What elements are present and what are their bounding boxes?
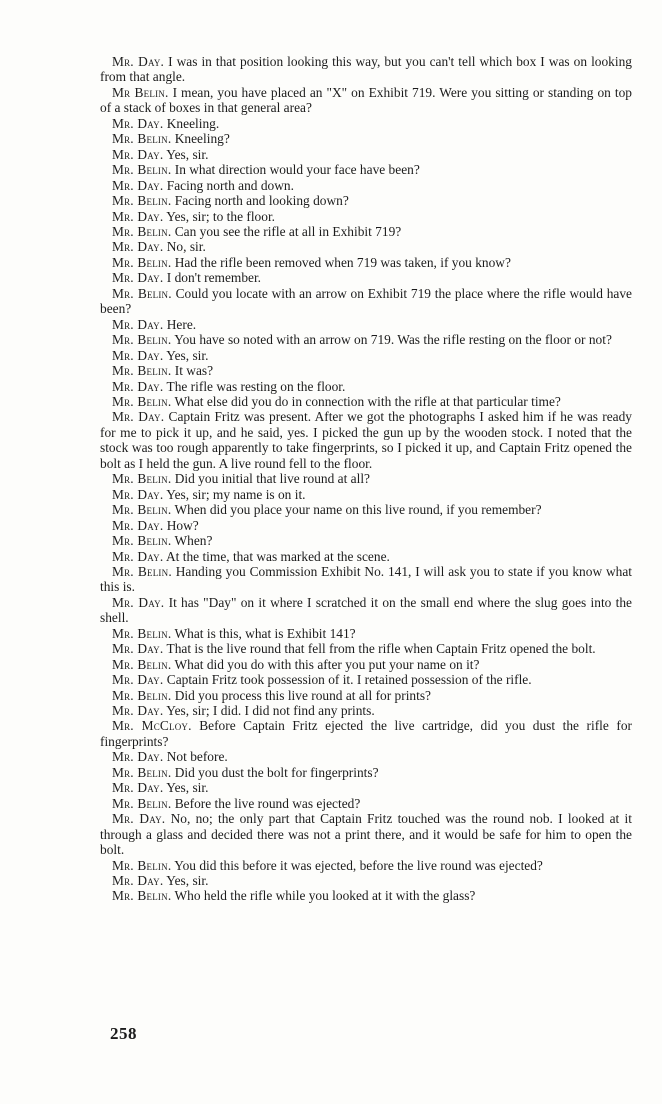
transcript-paragraph (100, 239, 632, 254)
speaker-name: Mr. McCloy. (112, 718, 192, 734)
transcript-paragraph (100, 348, 632, 363)
speaker-name: Mr. Belin. (112, 502, 172, 518)
transcript-paragraph (100, 858, 632, 873)
transcript-paragraph (100, 487, 632, 502)
speaker-name: Mr. Belin. (112, 131, 172, 147)
page-number: 258 (110, 1024, 137, 1043)
speaker-name: Mr. Day. (112, 749, 164, 765)
speaker-name: Mr. Day. (112, 409, 165, 425)
speaker-name: Mr. Day. (112, 517, 164, 533)
speaker-name: Mr. Belin. (112, 888, 172, 904)
utterance-text: Kneeling? (174, 131, 230, 147)
utterance-text: You did this before it was ejected, before the live round was ejected? (174, 857, 543, 873)
transcript-paragraph (100, 888, 632, 903)
transcript-paragraph (100, 657, 632, 672)
speaker-name: Mr. Belin. (112, 795, 172, 811)
utterance-text: When? (174, 533, 213, 549)
speaker-name: Mr. Belin. (112, 563, 172, 579)
utterance-text: Yes, sir. (166, 146, 209, 162)
utterance-text: Before the live round was ejected? (174, 795, 361, 811)
speaker-name: Mr. Day. (112, 594, 165, 610)
utterance-text: Yes, sir. (166, 347, 209, 363)
transcript-paragraph (100, 332, 632, 347)
transcript-paragraph (100, 688, 632, 703)
transcript-paragraph (100, 703, 632, 718)
speaker-name: Mr. Day. (112, 672, 164, 688)
speaker-name: Mr. Day. (112, 703, 164, 719)
transcript-paragraph (100, 518, 632, 533)
speaker-name: Mr. Day. (112, 811, 166, 827)
transcript-paragraph (100, 193, 632, 208)
speaker-name: Mr. Belin. (112, 363, 172, 379)
speaker-name: Mr. Belin. (112, 625, 172, 641)
utterance-text: Who held the rifle while you looked at it with the glass? (174, 888, 476, 904)
utterance-text: Can you see the rifle at all in Exhibit 719? (174, 223, 402, 239)
transcript-paragraph (100, 626, 632, 641)
transcript-paragraph (100, 765, 632, 780)
transcript-paragraph (100, 471, 632, 486)
transcript-paragraph (100, 147, 632, 162)
speaker-name: Mr. Belin. (112, 223, 172, 239)
utterance-text: Yes, sir. (166, 780, 209, 796)
transcript-paragraph (100, 873, 632, 888)
transcript-paragraph (100, 379, 632, 394)
transcript-paragraph (100, 749, 632, 764)
speaker-name: Mr. Day. (112, 177, 164, 193)
speaker-name: Mr. Belin. (112, 687, 172, 703)
speaker-name: Mr. Day. (112, 641, 164, 657)
transcript-paragraph (100, 255, 632, 270)
utterance-text: I don't remember. (166, 270, 262, 286)
speaker-name: Mr. Day. (112, 347, 164, 363)
utterance-text: Yes, sir. (166, 873, 209, 889)
utterance-text: What did you do with this after you put your name on it? (174, 656, 480, 672)
utterance-text: What else did you do in connection with the rifle at that particular time? (174, 393, 561, 409)
speaker-name: Mr. Belin. (112, 857, 172, 873)
speaker-name: Mr. Day. (112, 780, 164, 796)
transcript-paragraph (100, 780, 632, 795)
speaker-name: Mr. Day. (112, 316, 164, 332)
transcript-paragraph (100, 811, 632, 857)
utterance-text: Could you locate with an arrow on Exhibit 719 the place where the rifle would have been? (100, 285, 632, 317)
speaker-name: Mr. Belin. (112, 764, 172, 780)
utterance-text: Captain Fritz took possession of it. I retained possession of the rifle. (166, 672, 532, 688)
utterance-text: Not before. (166, 749, 228, 765)
speaker-name: Mr. Belin. (112, 533, 172, 549)
speaker-name: Mr. Day. (112, 146, 164, 162)
utterance-text: No, no; the only part that Captain Fritz touched was the round nob. I looked at it through a glass and decided there was not a print there, and it would be safe for him to open the bolt. (100, 811, 632, 858)
utterance-text: It was? (174, 363, 214, 379)
transcript-paragraph (100, 549, 632, 564)
utterance-text: Facing north and down. (166, 177, 294, 193)
utterance-text: Handing you Commission Exhibit No. 141, I will ask you to state if you know what this is. (100, 563, 632, 595)
utterance-text: Yes, sir; to the floor. (166, 208, 276, 224)
utterance-text: Yes, sir; my name is on it. (166, 486, 306, 502)
speaker-name: Mr. Day. (112, 208, 164, 224)
utterance-text: At the time, that was marked at the scene. (166, 548, 390, 564)
utterance-text: The rifle was resting on the floor. (166, 378, 346, 394)
speaker-name: Mr. Belin. (112, 656, 172, 672)
utterance-text: That is the live round that fell from the rifle when Captain Fritz opened the bolt. (166, 641, 596, 657)
transcript-paragraph (100, 641, 632, 656)
speaker-name: Mr. Belin. (112, 471, 172, 487)
utterance-text: In what direction would your face have been? (174, 162, 420, 178)
transcript-paragraph (100, 409, 632, 471)
transcript-paragraph (100, 533, 632, 548)
testimony-transcript (100, 54, 632, 904)
speaker-name: Mr. Day. (112, 270, 164, 286)
utterance-text: I was in that position looking this way, but you can't tell which box I was on looking from that angle. (100, 54, 632, 85)
speaker-name: Mr. Day. (112, 873, 164, 889)
utterance-text: Had the rifle been removed when 719 was taken, if you know? (174, 254, 511, 270)
speaker-name: Mr. Belin. (112, 285, 172, 301)
transcript-paragraph (100, 502, 632, 517)
transcript-paragraph (100, 718, 632, 749)
utterance-text: Did you dust the bolt for fingerprints? (174, 764, 379, 780)
transcript-paragraph (100, 270, 632, 285)
utterance-text: You have so noted with an arrow on 719. Was the rifle resting on the floor or not? (174, 332, 612, 348)
utterance-text: I mean, you have placed an "X" on Exhibit 719. Were you sitting or standing on top of a stack of boxes in that general area? (100, 84, 632, 116)
speaker-name: Mr. Day. (112, 239, 164, 255)
transcript-paragraph (100, 54, 632, 85)
speaker-name: Mr. Day. (112, 54, 165, 69)
speaker-name: Mr. Belin. (112, 193, 172, 209)
transcript-paragraph (100, 162, 632, 177)
transcript-paragraph (100, 131, 632, 146)
speaker-name: Mr. Belin. (112, 162, 172, 178)
transcript-paragraph (100, 286, 632, 317)
utterance-text: How? (166, 517, 199, 533)
utterance-text: Did you initial that live round at all? (174, 471, 370, 487)
utterance-text: When did you place your name on this live round, if you remember? (174, 502, 542, 518)
speaker-name: Mr. Day. (112, 115, 164, 131)
utterance-text: Here. (166, 316, 197, 332)
utterance-text: Kneeling. (166, 115, 220, 131)
utterance-text: Did you process this live round at all for prints? (174, 687, 431, 703)
transcript-paragraph (100, 178, 632, 193)
utterance-text: It has "Day" on it where I scratched it on the small end where the slug goes into the shell. (100, 594, 632, 626)
transcript-paragraph (100, 224, 632, 239)
utterance-text: Facing north and looking down? (174, 193, 349, 209)
transcript-paragraph (100, 116, 632, 131)
transcript-paragraph (100, 595, 632, 626)
speaker-name: Mr. Belin. (112, 393, 172, 409)
transcript-paragraph (100, 564, 632, 595)
transcript-paragraph (100, 796, 632, 811)
transcript-paragraph (100, 394, 632, 409)
speaker-name: Mr. Day. (112, 548, 164, 564)
speaker-name: Mr. Belin. (112, 254, 172, 270)
transcript-paragraph (100, 363, 632, 378)
speaker-name: Mr. Day. (112, 378, 164, 394)
utterance-text: What is this, what is Exhibit 141? (174, 625, 356, 641)
utterance-text: Captain Fritz was present. After we got the photographs I asked him if he was ready for me to pick it up, and he said, yes. I picked the gun up by the wooden stock. I noted that the stock was too rough apparently to take fingerprints, so I picked it up, and Captain Fritz opened the bolt as I held the gun. A live round fell to the floor. (100, 409, 632, 471)
utterance-text: No, sir. (166, 239, 206, 255)
transcript-paragraph (100, 317, 632, 332)
speaker-name: Mr. Day. (112, 486, 164, 502)
speaker-name: Mr. Belin. (112, 332, 172, 348)
transcript-paragraph (100, 672, 632, 687)
utterance-text: Yes, sir; I did. I did not find any prints. (166, 703, 375, 719)
transcript-paragraph (100, 209, 632, 224)
speaker-name: Mr Belin. (112, 84, 169, 100)
transcript-paragraph (100, 85, 632, 116)
utterance-text: Before Captain Fritz ejected the live cartridge, did you dust the rifle for fingerprints? (100, 718, 632, 749)
